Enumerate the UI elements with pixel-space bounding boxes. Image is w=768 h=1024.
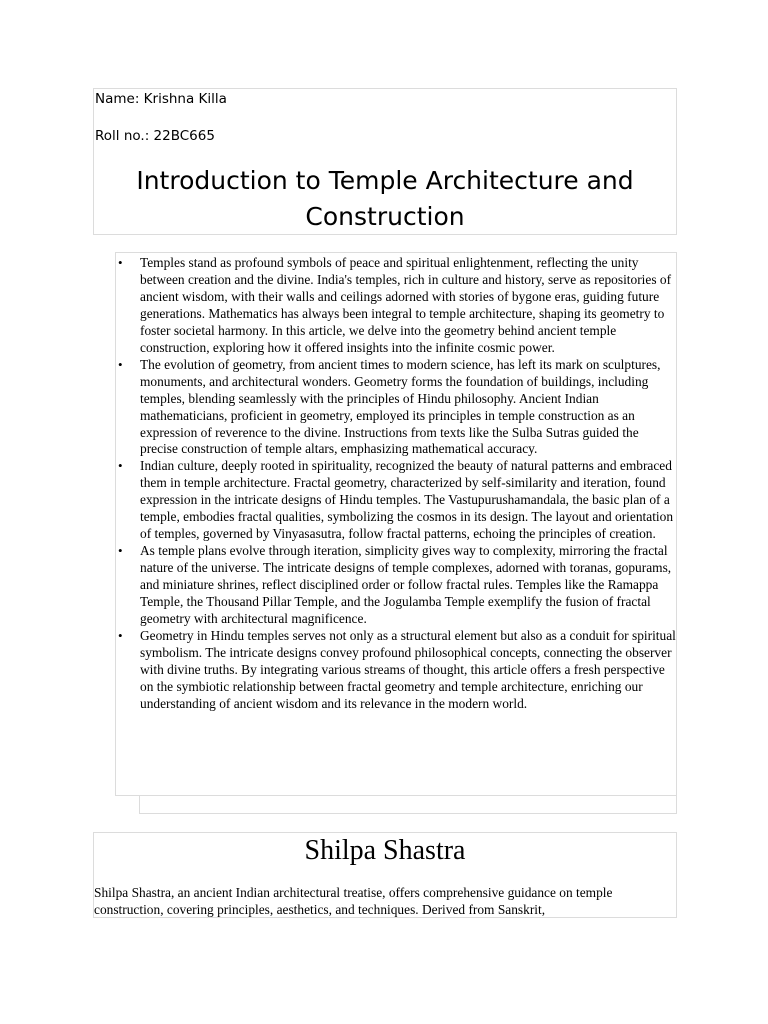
section-title: Shilpa Shastra [304,835,466,866]
student-name: Name: Krishna Killa [95,91,227,107]
section-box [93,832,677,918]
bullets-box [115,252,677,796]
section-paragraph: Shilpa Shastra, an ancient Indian architectural treatise, offers comprehensive guidance on temple construction, covering principles, aesthetics, and techniques. Derived from Sanskrit, [94,885,613,917]
roll-number: Roll no.: 22BC665 [95,128,215,144]
bullet-list [140,255,676,713]
list-item: • As temple plans evolve through iteration, simplicity gives way to complexity, mirroring the fractal nature of the universe. The intricate designs of temple complexes, adorned with toranas, gopurams, and miniature shrines, reflect disciplined order or follow fractal rules. Temples like the Ramappa Temple, the Thousand Pillar Temple, and the Jogulamba Temple exemplify the fusion of fractal geometry with architectural magnificence. [140,543,676,628]
bullets-box-tail [139,795,677,814]
header-box [93,88,677,235]
list-item: • Temples stand as profound symbols of peace and spiritual enlightenment, reflecting the unity between creation and the divine. India's temples, rich in culture and history, serve as repositories of ancient wisdom, with their walls and ceilings adorned with stories of bygone eras, guiding future generations. Mathematics has always been integral to temple architecture, shaping its geometry to foster societal harmony. In this article, we delve into the geometry behind ancient temple construction, exploring how it offered insights into the infinite cosmic power. [140,255,676,357]
list-item: • Indian culture, deeply rooted in spirituality, recognized the beauty of natural patterns and embraced them in temple architecture. Fractal geometry, characterized by self-similarity and iteration, found expression in the intricate designs of Hindu temples. The Vastupurushamandala, the basic plan of a temple, embodies fractal qualities, symbolizing the cosmos in its design. The layout and orientation of temples, governed by Vinyasasutra, follow fractal patterns, echoing the principles of creation. [140,458,676,543]
list-item: • The evolution of geometry, from ancient times to modern science, has left its mark on sculptures, monuments, and architectural wonders. Geometry forms the foundation of buildings, including temples, blending seamlessly with the principles of Hindu philosophy. Ancient Indian mathematicians, proficient in geometry, employed its principles in temple construction as an expression of reverence to the divine. Instructions from texts like the Sulba Sutras guided the precise construction of temple altars, emphasizing mathematical accuracy. [140,357,676,459]
list-item: • Geometry in Hindu temples serves not only as a structural element but also as a conduit for spiritual symbolism. The intricate designs convey profound philosophical concepts, connecting the observer with divine truths. By integrating various streams of thought, this article offers a fresh perspective on the symbiotic relationship between fractal geometry and temple architecture, enriching our understanding of ancient wisdom and its relevance in the modern world. [140,628,676,713]
page-title: Introduction to Temple Architecture and Construction [136,166,634,231]
